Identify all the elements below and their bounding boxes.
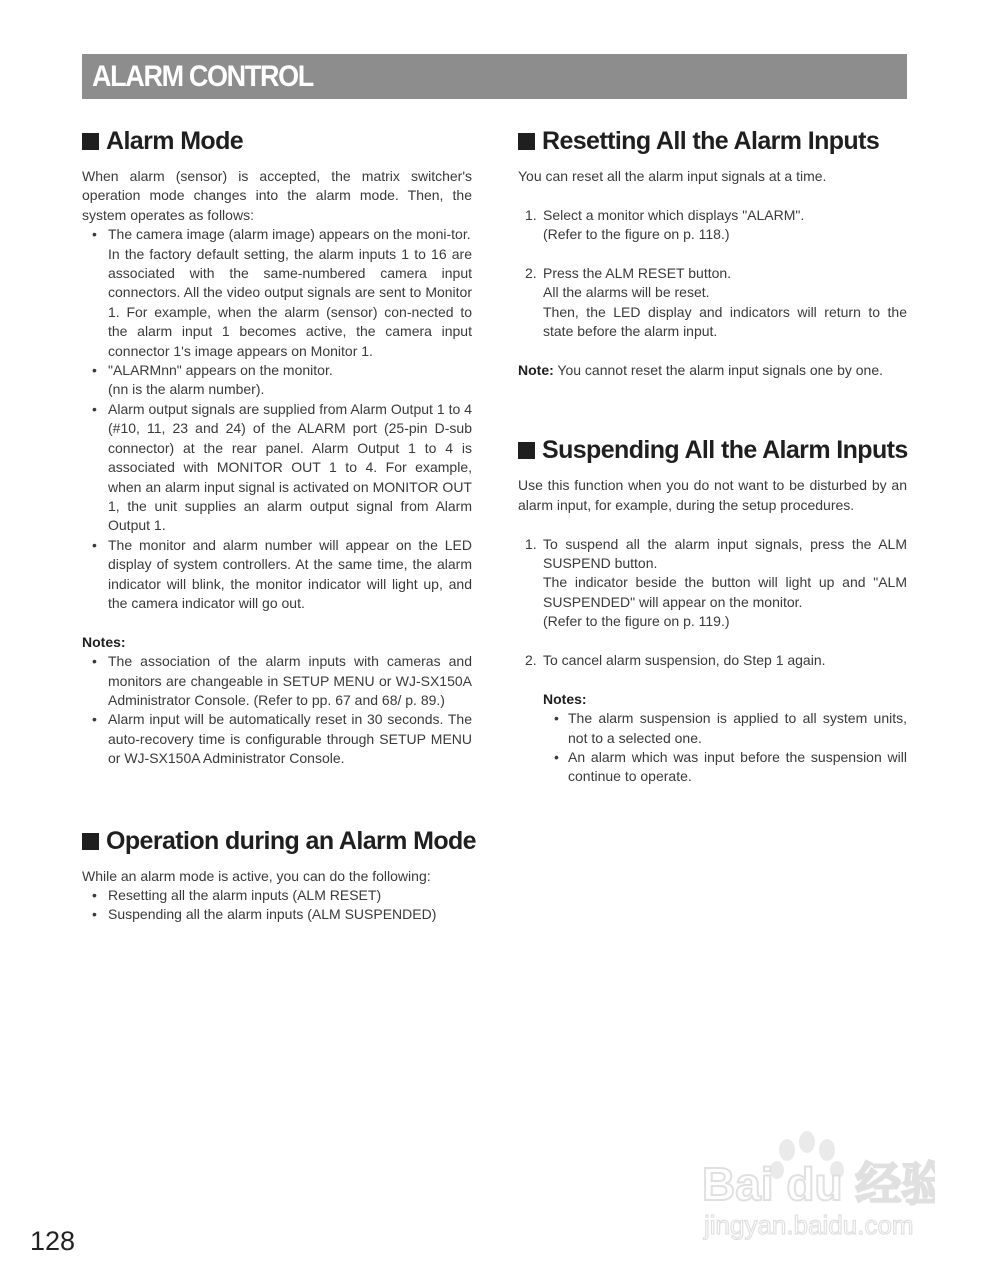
suspending-notes [543,709,907,787]
operation-bullets [82,886,472,925]
alarm-mode-bullet-4: • The monitor and alarm number will appear on the LED display of system controllers. At the same time, the alarm indicator will blink, the monitor indicator will light up, and the camera indicator will go out. [82,536,472,614]
resetting-intro: You can reset all the alarm input signals at a time. [518,168,827,184]
resetting-section [518,124,907,380]
banner-title: ALARM CONTROL [92,60,313,93]
suspending-section [518,433,907,786]
square-bullet-icon [82,133,99,150]
alarm-mode-intro: When alarm (sensor) is accepted, the matrix switcher's operation mode changes into the alarm mode. Then, the system operates as follows: [82,168,472,223]
alarm-mode-bullets [82,225,472,613]
suspending-heading-text: Suspending All the Alarm Inputs [542,436,908,465]
alarm-mode-bullet-2: • "ALARMnn" appears on the monitor. (nn is the alarm number). [82,361,472,400]
alarm-mode-notes-title: Notes: [82,633,126,650]
alarm-mode-heading-text: Alarm Mode [106,127,244,155]
resetting-steps [518,206,907,342]
watermark-brand: Bai du 经验 [702,1158,935,1210]
resetting-heading [518,124,907,158]
square-bullet-icon [518,133,535,150]
operation-bullet-2: • Suspending all the alarm inputs (ALM SUSPENDED) [82,905,472,924]
alarm-mode-bullet-3: • Alarm output signals are supplied from Alarm Output 1 to 4 (#10, 11, 23 and 24) of the ALARM port (25-pin D-sub connector) at the rear panel. Alarm Output 1 to 4 is associated with MONITOR OUT 1 to 4. For example, when an alarm input signal is activated on MONITOR OUT 1, the unit supplies an alarm output signal from Alarm Output 1. [82,400,472,536]
operation-section [82,824,476,925]
operation-heading-text: Operation during an Alarm Mode [106,826,476,855]
alarm-mode-note-2: • Alarm input will be automatically reset in 30 seconds. The auto-recovery time is configurable through SETUP MENU or WJ-SX150A Administrator Console. [82,710,472,768]
operation-intro: While an alarm mode is active, you can do the following: [82,867,431,884]
suspending-notes-title: Notes: [543,690,587,707]
alarm-mode-bullet-1: • The camera image (alarm image) appears on the moni-tor. In the factory default setting, the alarm inputs 1 to 16 are associated with the same-numbered camera input connectors. All the video output signals are sent to Monitor 1. For example, when the alarm (sensor) con-nected to the alarm input 1 becomes active, the camera input connector 1's image appears on Monitor 1. [82,225,472,361]
suspending-note-2: • An alarm which was input before the suspension will continue to operate. [543,748,907,787]
square-bullet-icon [82,833,99,850]
baidu-paw-icon [700,1128,935,1248]
resetting-note: Note: You cannot reset the alarm input signals one by one. [518,362,884,379]
suspending-heading [518,433,907,467]
section-banner [82,54,907,99]
suspending-note-1: • The alarm suspension is applied to all system units, not to a selected one. [543,709,907,748]
left-column [82,124,476,925]
alarm-mode-note-1: • The association of the alarm inputs with cameras and monitors are changeable in SETUP MENU or WJ-SX150A Administrator Console. (Refer to pp. 67 and 68/ p. 89.) [82,652,472,710]
page-number: 128 [30,1226,76,1256]
suspending-intro: Use this function when you do not want to be disturbed by an alarm input, for example, during the setup procedures. [518,477,907,513]
suspending-step-2: 2. To cancel alarm suspension, do Step 1 again. [525,652,826,669]
watermark-url: jingyan.baidu.com [704,1210,914,1240]
operation-heading [82,824,476,858]
baidu-watermark [700,1128,935,1248]
alarm-mode-section [82,124,472,769]
suspending-notes-block [518,690,907,787]
square-bullet-icon [518,442,535,459]
operation-bullet-1: • Resetting all the alarm inputs (ALM RESET) [82,886,472,905]
alarm-mode-heading [82,124,472,158]
right-column [518,124,907,787]
alarm-mode-notes [82,652,472,768]
resetting-step-1: 1. Select a monitor which displays "ALARM". (Refer to the figure on p. 118.) [525,206,805,243]
suspending-steps [518,535,907,671]
resetting-heading-text: Resetting All the Alarm Inputs [542,127,880,155]
suspending-step-1: 1. To suspend all the alarm input signals, press the ALM SUSPEND button. The indicator beside the button will light up and "ALM SUSPENDED" will appear on the monitor. (Refer to the figure on p. 119.) [525,535,907,630]
resetting-step-2: 2. Press the ALM RESET button. All the alarms will be reset. Then, the LED display and indicators will return to the state before the alarm input. [525,265,907,340]
